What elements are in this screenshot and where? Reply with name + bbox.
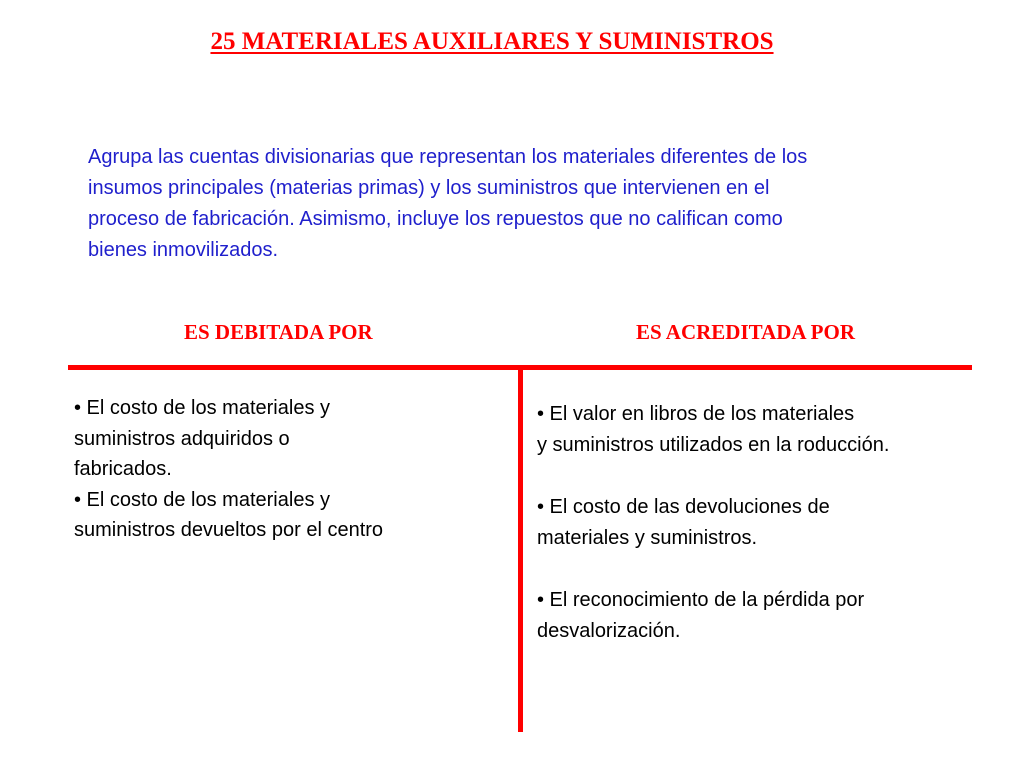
debit-line: • El costo de los materiales y <box>74 488 330 511</box>
intro-line: Agrupa las cuentas divisionarias que representan los materiales diferentes de los <box>88 146 808 168</box>
debit-line: fabricados. <box>74 458 172 480</box>
credit-item-2-line: • El costo de las devoluciones de <box>537 496 830 518</box>
debit-line: • El costo de los materiales y <box>74 397 330 419</box>
credit-item-1-line: y suministros utilizados en la roducción. <box>537 433 890 456</box>
intro-line: bienes inmovilizados. <box>88 239 279 261</box>
credit-heading: ES ACREDITADA POR <box>636 320 855 344</box>
credit-list <box>537 399 1007 646</box>
debit-list <box>74 393 514 546</box>
intro-line: insumos principales (materias primas) y los suministros que intervienen en el <box>88 177 770 199</box>
debit-line: suministros devueltos por el centro <box>74 519 384 541</box>
intro-paragraph <box>88 142 948 266</box>
credit-item-3-line: desvalorización. <box>537 619 681 642</box>
credit-item-1-line: • El valor en libros de los materiales <box>537 403 855 425</box>
debit-heading: ES DEBITADA POR <box>184 320 373 344</box>
slide-title: 25 MATERIALES AUXILIARES Y SUMINISTROS <box>210 28 774 55</box>
list-spacer <box>537 460 1007 492</box>
debit-line: suministros adquiridos o <box>74 427 290 450</box>
list-spacer <box>537 553 1007 585</box>
t-account-vertical-rule <box>518 368 523 732</box>
intro-line: proceso de fabricación. Asimismo, incluye los repuestos que no califican como <box>88 208 783 230</box>
credit-item-2-line: materiales y suministros. <box>537 526 758 549</box>
credit-item-3-line: • El reconocimiento de la pérdida por <box>537 589 865 611</box>
